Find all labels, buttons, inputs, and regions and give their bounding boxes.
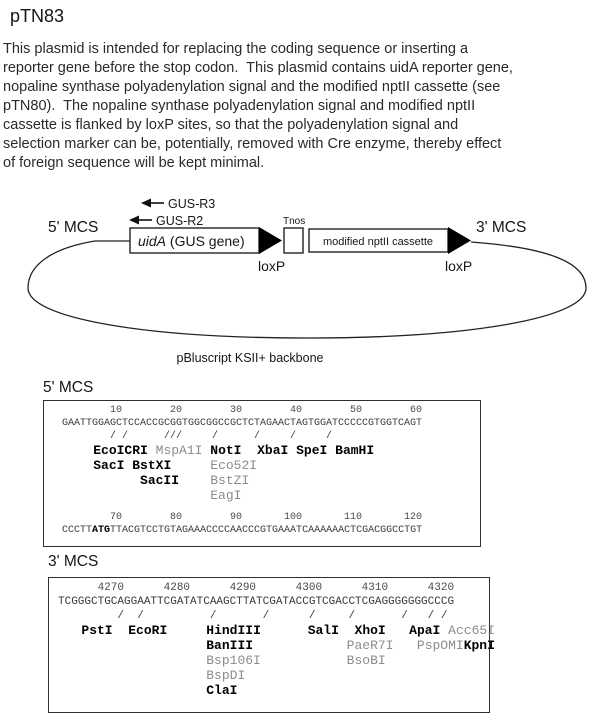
loxp-left-label: loxP bbox=[258, 258, 286, 274]
mcs5-enzyme-list bbox=[62, 443, 480, 503]
mcs5-heading: 5' MCS bbox=[43, 379, 94, 396]
sequence-segment bbox=[440, 623, 448, 638]
text-line: This plasmid is intended for replacing the coding sequence or inserting a bbox=[3, 41, 469, 57]
sequence-segment bbox=[62, 473, 140, 488]
text-line: reporter gene before the stop codon. This plasmid contains uidA reporter gene, bbox=[3, 60, 513, 76]
text-line: of foreign sequence will be kept minimal. bbox=[3, 155, 265, 171]
nptii-cassette-label: modified nptII cassette bbox=[322, 236, 434, 248]
sequence-segment: BanIII bbox=[206, 638, 254, 653]
sequence-segment bbox=[58, 668, 206, 683]
sequence-segment: KpnI bbox=[463, 638, 495, 653]
mcs5-cutsite-slashes: / / /// / / / / bbox=[62, 431, 333, 442]
tnos-box bbox=[284, 228, 303, 253]
sequence-segment bbox=[386, 623, 409, 638]
mcs3-ruler: 4270 4280 4290 4300 4310 4320 bbox=[58, 582, 455, 594]
sequence-segment: TTACGTCCTGTAGAAACCCCAACCCGTGAAATCAAAAAACTCGACGGCCTGT bbox=[110, 525, 423, 536]
diagram-3mcs-label: 3' MCS bbox=[476, 219, 527, 236]
sequence-segment: BsoBI bbox=[346, 653, 386, 668]
mcs5-sequence-box bbox=[43, 400, 481, 547]
sequence-segment: Acc65I bbox=[448, 623, 495, 638]
sequence-segment bbox=[261, 623, 308, 638]
sequence-segment: PstI bbox=[81, 623, 113, 638]
sequence-segment: BamHI bbox=[335, 443, 375, 458]
sequence-segment: PaeR7I bbox=[346, 638, 394, 653]
sequence-segment: EcoICRI bbox=[93, 443, 148, 458]
sequence-segment bbox=[58, 653, 206, 668]
spacer bbox=[62, 503, 480, 511]
gus-r3-label: GUS-R3 bbox=[168, 197, 216, 211]
sequence-segment bbox=[288, 443, 296, 458]
sequence-segment: SpeI bbox=[296, 443, 328, 458]
sequence-segment: ApaI bbox=[409, 623, 441, 638]
sequence-segment: CCCTT bbox=[62, 525, 93, 536]
sequence-segment bbox=[62, 488, 210, 503]
enzyme-line bbox=[62, 458, 480, 473]
sequence-segment: BstXI bbox=[132, 458, 172, 473]
sequence-segment bbox=[327, 443, 335, 458]
uida-gene-label bbox=[138, 233, 245, 249]
sequence-segment: HindIII bbox=[206, 623, 261, 638]
enzyme-line bbox=[62, 473, 480, 488]
text-line: nopaline synthase polyadenylation signal and the modified nptII cassette (see bbox=[3, 79, 501, 95]
sequence-segment: XhoI bbox=[354, 623, 386, 638]
sequence-segment bbox=[339, 623, 355, 638]
sequence-segment: ClaI bbox=[206, 683, 238, 698]
enzyme-line bbox=[62, 443, 480, 458]
enzyme-line bbox=[58, 653, 489, 668]
sequence-segment bbox=[58, 683, 206, 698]
gus-r2-label: GUS-R2 bbox=[156, 214, 204, 228]
mcs5-ruler-2: 70 80 90 100 110 120 bbox=[62, 512, 423, 523]
sequence-segment: Bsp106I bbox=[206, 653, 261, 668]
sequence-segment: NotI bbox=[210, 443, 242, 458]
sequence-segment: BstZI bbox=[210, 473, 250, 488]
gus-r3-arrowhead-icon bbox=[141, 199, 151, 208]
enzyme-line bbox=[58, 623, 495, 638]
enzyme-line bbox=[58, 638, 495, 653]
sequence-segment bbox=[393, 638, 416, 653]
text-line: pTN80). The nopaline synthase polyadenylation signal and modified nptII bbox=[3, 98, 476, 114]
sequence-segment bbox=[171, 458, 210, 473]
uida-italic: uidA bbox=[138, 233, 167, 249]
sequence-segment bbox=[148, 443, 156, 458]
plasmid-backbone-ellipse bbox=[28, 241, 586, 338]
loxp-left-triangle-icon bbox=[259, 227, 282, 254]
diagram-5mcs-label: 5' MCS bbox=[48, 219, 99, 236]
sequence-segment: SalI bbox=[307, 623, 339, 638]
sequence-segment bbox=[113, 623, 129, 638]
mcs3-enzyme-list bbox=[58, 623, 495, 698]
sequence-segment: SacI bbox=[93, 458, 125, 473]
mcs5-sequence-2 bbox=[62, 524, 480, 537]
tnos-label: Tnos bbox=[283, 216, 306, 227]
sequence-segment: XbaI bbox=[257, 443, 289, 458]
uida-rest: (GUS gene) bbox=[166, 233, 245, 249]
sequence-segment bbox=[58, 638, 206, 653]
loxp-right-triangle-icon bbox=[448, 227, 471, 254]
enzyme-line bbox=[62, 488, 480, 503]
primer-gus-r3 bbox=[141, 197, 215, 211]
mcs3-cutsite-slashes: / / / / / / / / / bbox=[58, 610, 448, 622]
backbone-caption: pBluscript KSII+ backbone bbox=[176, 351, 324, 365]
primer-gus-r2 bbox=[129, 214, 203, 228]
sequence-segment: BspDI bbox=[206, 668, 246, 683]
sequence-segment: EagI bbox=[210, 488, 242, 503]
sequence-segment: PspOMI bbox=[416, 638, 464, 653]
sequence-segment: MspA1I bbox=[155, 443, 203, 458]
page-title: pTN83 bbox=[10, 6, 65, 26]
loxp-right-label: loxP bbox=[445, 258, 473, 274]
sequence-segment: ATG bbox=[92, 525, 111, 536]
sequence-segment: EcoRI bbox=[128, 623, 168, 638]
enzyme-line bbox=[58, 668, 489, 683]
sequence-segment bbox=[241, 443, 257, 458]
sequence-segment bbox=[261, 653, 347, 668]
sequence-segment: Eco52I bbox=[210, 458, 258, 473]
mcs3-sequence-box bbox=[48, 577, 495, 713]
sequence-segment bbox=[58, 623, 81, 638]
mcs5-sequence-1: GAATTGGAGCTCCACCGCGGTGGCGGCCGCTCTAGAACTAGTGGATCCCCCGTGGTCAGT bbox=[62, 418, 423, 429]
text-line: selection marker can be, potentially, removed with Cre enzyme, thereby effect bbox=[3, 136, 502, 152]
mcs3-heading: 3' MCS bbox=[48, 553, 99, 570]
mcs3-sequence: TCGGGCTGCAGGAATTCGATATCAAGCTTATCGATACCGTCGACCTCGAGGGGGGGCCCG bbox=[58, 596, 455, 608]
enzyme-line bbox=[58, 683, 489, 698]
sequence-segment: SacII bbox=[140, 473, 180, 488]
mcs5-ruler-1: 10 20 30 40 50 60 bbox=[62, 405, 423, 416]
gus-r2-arrowhead-icon bbox=[129, 216, 139, 225]
sequence-segment bbox=[179, 473, 210, 488]
sequence-segment bbox=[62, 443, 93, 458]
text-line: cassette is flanked by loxP sites, so that the polyadenylation signal and bbox=[3, 117, 459, 133]
sequence-segment bbox=[167, 623, 206, 638]
sequence-segment bbox=[62, 458, 93, 473]
sequence-segment bbox=[253, 638, 347, 653]
